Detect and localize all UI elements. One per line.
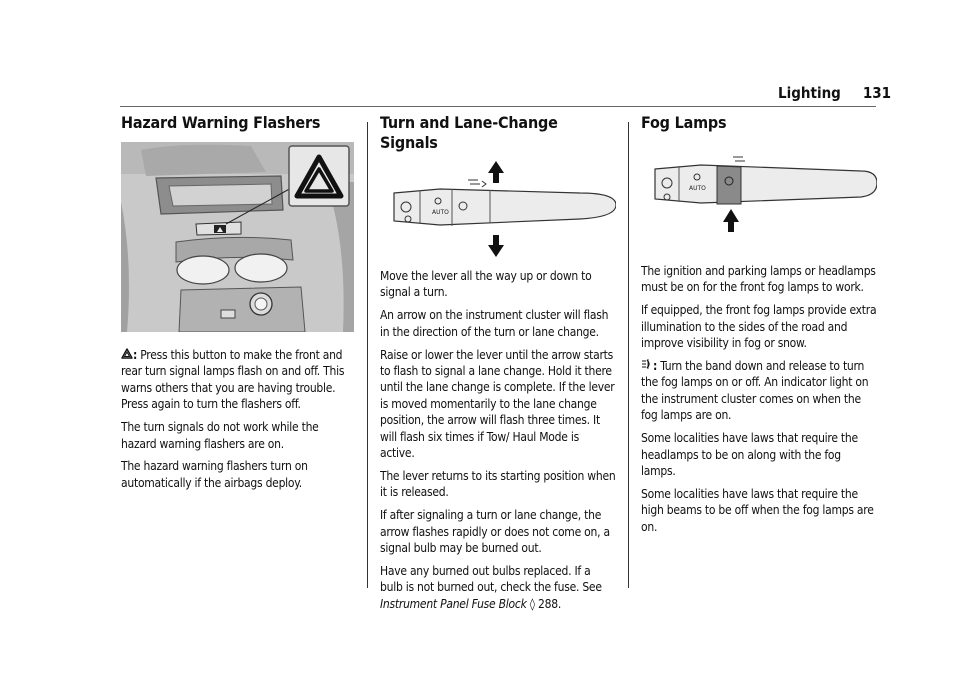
hazard-paragraph-1: : Press this button to make the front and rear turn signal lamps flash on and off. This warns others that you are having trouble. Press again to turn the flashers off. — [121, 348, 345, 412]
header-rule — [120, 106, 876, 107]
fog-paragraph-2: If equipped, the front fog lamps provide extra illumination to the sides of the road and improve visibility in fog or snow. — [641, 303, 877, 351]
lever-auto-label: AUTO — [432, 209, 449, 216]
fog-paragraph-1: The ignition and parking lamps or headlamps must be on for the front fog lamps to work. — [641, 264, 876, 295]
turn-paragraph-5: If after signaling a turn or lane change, the arrow flashes rapidly or does not come on, a signal bulb may be burned out. — [380, 508, 610, 556]
column-divider — [628, 122, 629, 588]
page-number: 131 — [862, 84, 892, 102]
fog-lever-illustration — [641, 143, 877, 253]
fog-lamp-section — [641, 110, 877, 542]
turn-signal-section — [380, 110, 616, 619]
page-header — [778, 84, 891, 102]
hazard-section — [121, 110, 357, 498]
console-illustration — [121, 142, 357, 336]
section-name: Lighting — [778, 84, 841, 102]
turn-lever-illustration — [380, 159, 616, 263]
fog-lamp-icon — [641, 359, 653, 373]
turn-paragraph-1: Move the lever all the way up or down to signal a turn. — [380, 269, 592, 300]
fog-paragraph-4: Some localities have laws that require the headlamps to be on along with the fog lamps. — [641, 431, 858, 478]
hazard-paragraph-2: The turn signals do not work while the hazard warning flashers are on. — [121, 420, 319, 451]
fog-paragraph-3: : Turn the band down and release to turn the fog lamps on or off. An indicator light on the instrument cluster comes on when the fog lamps are on. — [641, 359, 869, 423]
hazard-triangle-icon — [121, 348, 133, 362]
turn-paragraph-3: Raise or lower the lever until the arrow starts to flash to signal a lane change. Hold it there until the lane change is complete. If the lever is moved momentarily to the lane change position, the arrow will flash three times. It will flash six times if Tow/ Haul Mode is active. — [380, 347, 615, 461]
page-ref-arrow-icon: ◊ — [529, 596, 535, 611]
lever-auto-label: AUTO — [689, 185, 706, 192]
fuse-block-reference[interactable]: Instrument Panel Fuse Block — [380, 596, 527, 611]
turn-paragraph-2: An arrow on the instrument cluster will flash in the direction of the turn or lane change. — [380, 308, 609, 339]
section-title: Fog Lamps — [641, 113, 727, 132]
section-title: Hazard Warning Flashers — [121, 113, 321, 132]
turn-paragraph-4: The lever returns to its starting position when it is released. — [380, 468, 616, 500]
fog-paragraph-5: Some localities have laws that require the high beams to be off when the fog lamps are on. — [641, 486, 874, 534]
column-divider — [367, 122, 368, 588]
turn-paragraph-6: Have any burned out bulbs replaced. If a bulb is not burned out, check the fuse. See Instrument Panel Fuse Block ◊ 288. — [380, 564, 602, 611]
section-title: Turn and Lane-Change Signals — [380, 113, 558, 152]
hazard-paragraph-3: The hazard warning flashers turn on automatically if the airbags deploy. — [121, 459, 308, 490]
